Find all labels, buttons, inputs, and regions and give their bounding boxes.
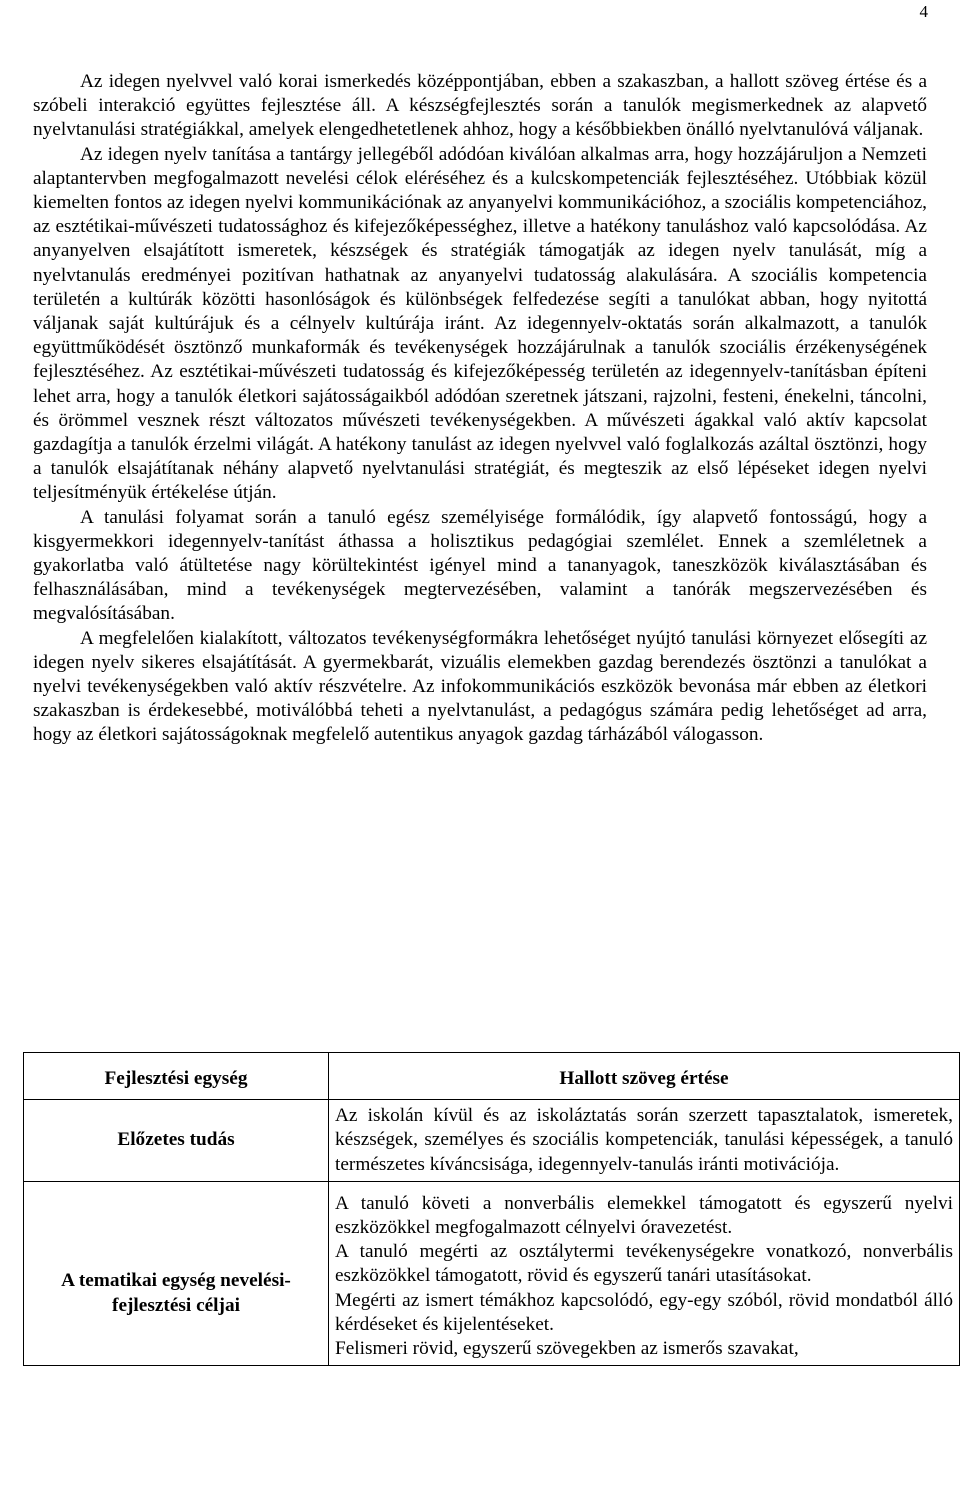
development-unit-table <box>23 1052 960 1366</box>
table-label-cell: Fejlesztési egység <box>24 1053 329 1100</box>
table-content-cell: Hallott szöveg értése <box>329 1053 960 1100</box>
paragraph-2: Az idegen nyelv tanítása a tantárgy jellegéből adódóan kiválóan alkalmas arra, hogy hozzájáruljon a Nemzeti alaptantervben megfogalmazott nevelési célok eléréséhez és a kulcskompetenciák fejlesztéséhez. Utóbbiak közül kiemelten fontos az idegen nyelvi kommunikációnak az anyanyelvi kommunikációhoz, a szociális kompetenciához, az esztétikai-művészeti tudatossághoz és kifejezőképességhez, illetve a hatékony tanuláshoz való kapcsolódása. Az anyanyelven elsajátított ismeretek, készségek és stratégiák támogatják az idegen nyelv tanulását, míg a nyelvtanulás eredményei pozitívan hathatnak az anyanyelvi tudatosság alakulására. A szociális kompetencia területén a kultúrák közötti hasonlóságok és különbségek felfedezése segíti a tanulókat abban, hogy nyitottá váljanak saját kultúrájuk és a célnyelv kultúrája iránt. Az idegennyelv-oktatás során alkalmazott, a tanulók együttműködését ösztönző munkaformák és tevékenységek hozzájárulnak a tanulók szociális érzékenységének fejlesztéséhez. Az esztétikai-művészeti tudatosság és kifejezőképesség területén az idegennyelv-tanításban építeni lehet arra, hogy a tanulók életkori sajátosságaikból adódóan szeretnek játszani, rajzolni, festeni, énekelni, táncolni, és örömmel vesznek részt változatos művészeti tevékenységekben. A művészeti ágakkal való aktív kapcsolat gazdagítja a tanulók érzelmi világát. A hatékony tanulást az idegen nyelvvel való foglalkozás azáltal ösztönzi, hogy a tanulók elsajátítanak néhány alapvető nyelvtanulási stratégiát, és megteszik az első lépéseket idegen nyelvi teljesítményük értékelése útján. <box>33 143 927 504</box>
body-text <box>33 70 927 748</box>
paragraph-1: Az idegen nyelvvel való korai ismerkedés középpontjában, ebben a szakaszban, a hallott szöveg értése és a szóbeli interakció együttes fejlesztése áll. A készségfejlesztés során a tanulók megismerkednek az alapvető nyelvtanulási stratégiákkal, amelyek elengedhetetlenek ahhoz, hogy a későbbiekben önálló nyelvtanulóvá váljanak. <box>33 71 927 141</box>
table-content-cell <box>329 1181 960 1365</box>
goal-item: A tanuló megérti az osztálytermi tevékenységekre vonatkozó, nonverbális eszközökkel támogatott, rövid és egyszerű tanári utasításokat. <box>335 1241 953 1287</box>
table-row <box>24 1053 960 1100</box>
page-number: 4 <box>919 2 928 21</box>
table-row <box>24 1181 960 1365</box>
goal-item: A tanuló követi a nonverbális elemekkel támogatott és egyszerű nyelvi eszközökkel megfogalmazott célnyelvi óravezetést. <box>335 1192 953 1239</box>
table-row <box>24 1100 960 1182</box>
goal-item: Felismeri rövid, egyszerű szövegekben az ismerős szavakat, <box>335 1338 799 1360</box>
table-label-cell: A tematikai egység nevelési-fejlesztési céljai <box>24 1181 329 1365</box>
paragraph-3: A tanulási folyamat során a tanuló egész személyisége formálódik, így alapvető fontosságú, hogy a kisgyermekkori idegennyelv-tanítást áthassa a holisztikus pedagógiai szemlélet. Ennek a szemléletnek a gyakorlatba való átültetése nagy körültekintést igényel mind a tananyagok, taneszközök kiválasztásában és felhasználásában, mind a tevékenységek megtervezésében, valamint a tanórák megszervezésében és megvalósításában. <box>33 506 927 625</box>
goal-item: Megérti az ismert témákhoz kapcsolódó, egy-egy szóból, rövid mondatból álló kérdéseket és kijelentéseket. <box>335 1289 953 1335</box>
table-content-cell: Az iskolán kívül és az iskoláztatás során szerzett tapasztalatok, ismeretek, készségek, személyes és szociális kompetenciák, tanulási képességek, a tanuló természetes kíváncsisága, idegennyelv-tanulás iránti motivációja. <box>329 1100 960 1182</box>
paragraph-4: A megfelelően kialakított, változatos tevékenységformákra lehetőséget nyújtó tanulási környezet elősegíti az idegen nyelv sikeres elsajátítását. A gyermekbarát, vizuális elemekben gazdag berendezés ösztönzi a tanulókat a nyelvi tevékenységekben való aktív részvételre. Az infokommunikációs eszközök bevonása már ebben az életkori szakaszban is érdekesebbé, motiválóbbá teheti a nyelvtanulást, a pedagógus számára pedig lehetőséget ad arra, hogy az életkori sajátosságoknak megfelelő autentikus anyagok gazdag tárházából válogasson. <box>33 627 927 746</box>
table-label-cell: Előzetes tudás <box>24 1100 329 1182</box>
